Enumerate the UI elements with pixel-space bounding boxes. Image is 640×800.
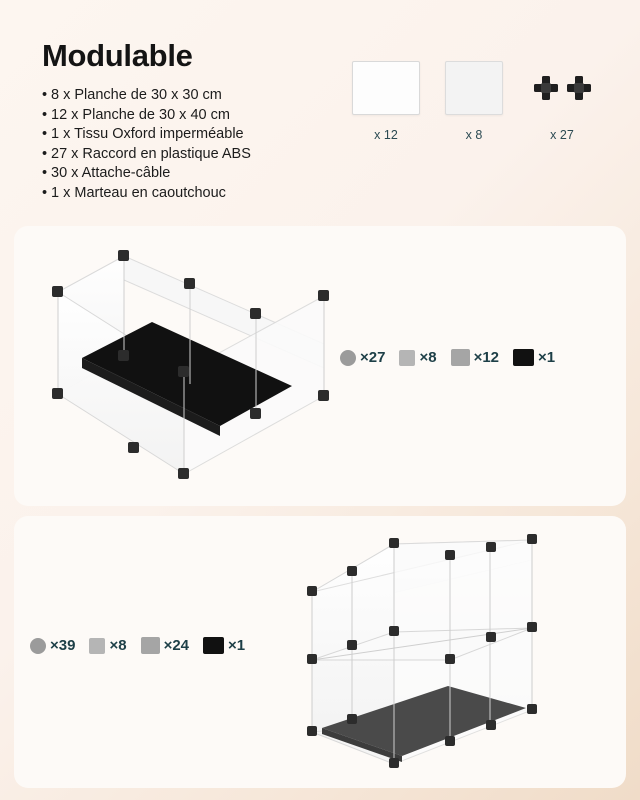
legend-count: ×8 <box>109 637 127 654</box>
legend-count: ×8 <box>419 349 437 366</box>
legend-count: ×24 <box>163 637 190 654</box>
legend-count: ×27 <box>360 349 386 366</box>
part-cell-panel-30x40 <box>352 56 420 142</box>
light-panel-swatch-icon <box>399 350 415 366</box>
panel-30x30-icon <box>440 56 508 120</box>
part-count: x 27 <box>550 128 574 142</box>
legend-item <box>203 637 245 654</box>
connector-swatch-icon <box>30 638 46 654</box>
mat-swatch-icon <box>513 349 534 366</box>
part-cell-connector <box>528 56 596 142</box>
abs-connector-icon <box>528 56 596 120</box>
legend-count: ×12 <box>473 349 500 366</box>
part-count: x 8 <box>465 128 483 142</box>
connector-swatch-icon <box>340 350 356 366</box>
spec-item: • 12 x Planche de 30 x 40 cm <box>42 106 602 126</box>
light-panel-swatch-icon <box>89 638 105 654</box>
legend-item <box>141 637 189 654</box>
spec-item: • 27 x Raccord en plastique ABS <box>42 145 602 165</box>
spec-item: • 8 x Planche de 30 x 30 cm <box>42 86 602 106</box>
legend-item <box>89 637 126 654</box>
part-cell-panel-30x30 <box>440 56 508 142</box>
legend-item <box>340 349 385 366</box>
page-title: Modulable <box>42 38 193 73</box>
panel-30x40-icon <box>352 56 420 120</box>
spec-item: • 1 x Tissu Oxford imperméable <box>42 125 602 145</box>
legend-two-level-enclosure <box>30 637 254 654</box>
part-count: x 12 <box>374 128 398 142</box>
legend-item <box>513 349 555 366</box>
legend-count: ×1 <box>538 349 556 366</box>
spec-item: • 30 x Attache-câble <box>42 164 602 184</box>
legend-item <box>399 349 436 366</box>
legend-open-enclosure <box>340 349 564 366</box>
two-level-enclosure-illustration <box>282 520 582 795</box>
legend-count: ×1 <box>228 637 246 654</box>
legend-item <box>30 637 75 654</box>
panel-swatch-icon <box>141 637 160 654</box>
legend-count: ×39 <box>50 637 76 654</box>
spec-item: • 1 x Marteau en caoutchouc <box>42 184 602 204</box>
parts-strip <box>352 56 596 142</box>
mat-swatch-icon <box>203 637 224 654</box>
panel-swatch-icon <box>451 349 470 366</box>
legend-item <box>451 349 499 366</box>
open-top-enclosure-illustration <box>24 236 354 511</box>
